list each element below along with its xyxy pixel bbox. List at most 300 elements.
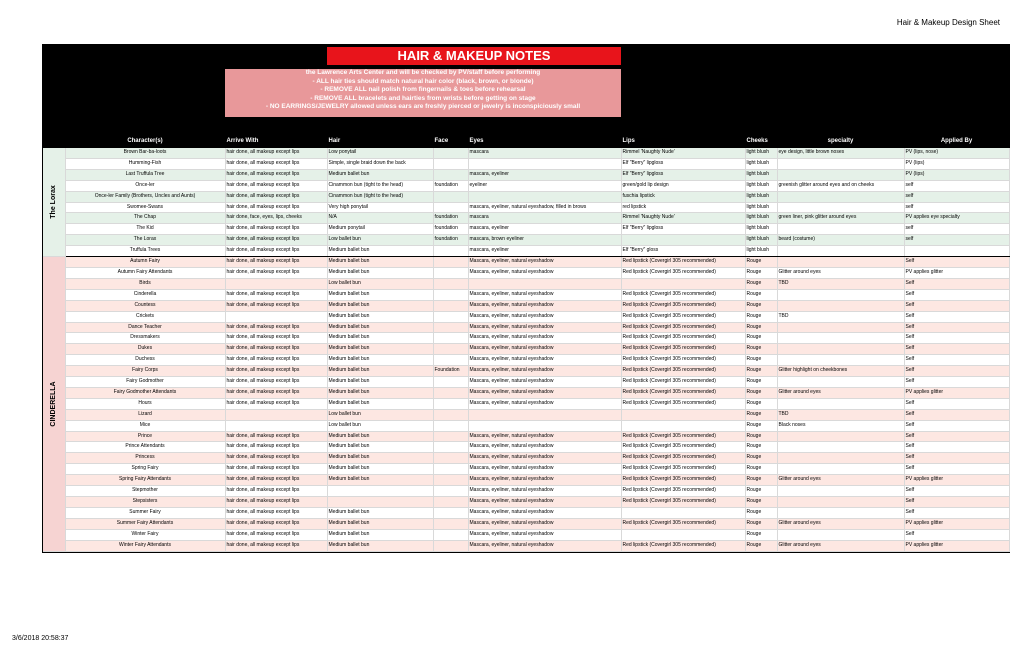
cell-hair: Low ponytail <box>327 148 433 159</box>
cell-eyes: Mascara, eyeliner, natural eyeshadow <box>468 431 621 442</box>
cell-face <box>433 518 468 529</box>
cell-hair: Medium ballet bun <box>327 540 433 551</box>
cell-face <box>433 322 468 333</box>
cell-lips: Elf "Berry" lipgloss <box>621 169 745 180</box>
cell-face <box>433 486 468 497</box>
table-row <box>43 475 1009 486</box>
makeup-sheet <box>42 44 1010 553</box>
cell-face <box>433 453 468 464</box>
cell-face <box>433 289 468 300</box>
cell-lips: red lipstick <box>621 202 745 213</box>
cell-hair: Medium ballet bun <box>327 507 433 518</box>
cell-character: Brown Bar-ba-loots <box>65 148 225 159</box>
cell-lips: Elf "Berry" gloss <box>621 246 745 257</box>
cell-character: Autumn Fairy Attendants <box>65 267 225 278</box>
cell-character: Mice <box>65 420 225 431</box>
group-label: CINDERELLA <box>49 381 57 427</box>
cell-character: Swomee-Swans <box>65 202 225 213</box>
table-row <box>43 344 1009 355</box>
cell-hair: Medium ponytail <box>327 224 433 235</box>
cell-applied: Self <box>904 322 1009 333</box>
page-header: Hair & Makeup Design Sheet <box>896 18 1000 27</box>
cell-eyes: mascara, eyeliner <box>468 224 621 235</box>
cell-applied: self <box>904 235 1009 246</box>
table-row <box>43 224 1009 235</box>
table-row <box>43 387 1009 398</box>
table-row <box>43 420 1009 431</box>
cell-arrive: hair done, all makeup except lips <box>225 453 327 464</box>
cell-specialty <box>777 529 904 540</box>
cell-hair: Medium ballet bun <box>327 366 433 377</box>
cell-applied: Self <box>904 529 1009 540</box>
cell-arrive: hair done, all makeup except lips <box>225 300 327 311</box>
cell-lips: Rimmel 'Naughty Nude' <box>621 213 745 224</box>
table-row <box>43 431 1009 442</box>
cell-applied: self <box>904 202 1009 213</box>
cell-face <box>433 300 468 311</box>
cell-face <box>433 377 468 388</box>
cell-cheeks: Rouge <box>745 355 777 366</box>
cell-hair: Medium ballet bun <box>327 464 433 475</box>
cell-character: Last Truffula Tree <box>65 169 225 180</box>
note-line: the Lawrence Arts Center and will be checked by PV/staff before performing <box>305 69 541 76</box>
cell-lips <box>621 529 745 540</box>
table-row <box>43 333 1009 344</box>
header-arrive: Arrive With <box>225 137 327 148</box>
cell-face <box>433 278 468 289</box>
cell-arrive: hair done, all makeup except lips <box>225 202 327 213</box>
table-row <box>43 158 1009 169</box>
table-row <box>43 518 1009 529</box>
cell-applied: Self <box>904 366 1009 377</box>
cell-arrive: hair done, all makeup except lips <box>225 235 327 246</box>
cell-character: Lizard <box>65 409 225 420</box>
cell-eyes: Mascara, eyeliner, natural eyeshadow <box>468 344 621 355</box>
cell-eyes: Mascara, eyeliner, natural eyeshadow <box>468 322 621 333</box>
cell-eyes: Mascara, eyeliner, natural eyeshadow <box>468 518 621 529</box>
cell-face: foundation <box>433 224 468 235</box>
cell-face <box>433 387 468 398</box>
cell-face <box>433 431 468 442</box>
cell-specialty: eye design, little brown noses <box>777 148 904 159</box>
cell-lips <box>621 409 745 420</box>
header-specialty: specialty <box>777 137 904 148</box>
cell-cheeks: Rouge <box>745 475 777 486</box>
cell-eyes: Mascara, eyeliner, natural eyeshadow <box>468 464 621 475</box>
cell-eyes: Mascara, eyeliner, natural eyeshadow <box>468 267 621 278</box>
cell-lips: Red lipstick (Covergirl 305 recommended) <box>621 267 745 278</box>
cell-specialty <box>777 377 904 388</box>
cell-eyes: Mascara, eyeliner, natural eyeshadow <box>468 475 621 486</box>
cell-applied: PV applies glitter <box>904 540 1009 551</box>
cell-hair: Medium ballet bun <box>327 355 433 366</box>
note-line: - REMOVE ALL bracelets and hairties from wrists before getting on stage <box>310 94 536 102</box>
table-row <box>43 300 1009 311</box>
cell-character: The Lorax <box>65 235 225 246</box>
cell-eyes: eyeliner <box>468 180 621 191</box>
cell-specialty: Glitter around eyes <box>777 540 904 551</box>
cell-character: Fairy Godmother <box>65 377 225 388</box>
cell-face <box>433 529 468 540</box>
cell-applied: PV applies glitter <box>904 518 1009 529</box>
cell-specialty <box>777 246 904 257</box>
cell-cheeks: Rouge <box>745 442 777 453</box>
cell-applied: Self <box>904 398 1009 409</box>
cell-cheeks: Rouge <box>745 344 777 355</box>
cell-hair: Medium ballet bun <box>327 398 433 409</box>
cell-hair: Medium ballet bun <box>327 387 433 398</box>
cell-arrive: hair done, all makeup except lips <box>225 486 327 497</box>
cell-character: Spring Fairy <box>65 464 225 475</box>
cell-character: Birds <box>65 278 225 289</box>
cell-applied: self <box>904 191 1009 202</box>
table-row <box>43 289 1009 300</box>
cell-eyes: Mascara, eyeliner, natural eyeshadow <box>468 355 621 366</box>
cell-face <box>433 344 468 355</box>
cell-hair: Medium ballet bun <box>327 431 433 442</box>
cell-face <box>433 333 468 344</box>
cell-character: The Kid <box>65 224 225 235</box>
cell-lips: Red lipstick (Covergirl 305 recommended) <box>621 333 745 344</box>
cell-character: Hours <box>65 398 225 409</box>
cell-applied: PV applies glitter <box>904 475 1009 486</box>
cell-hair: Medium ballet bun <box>327 377 433 388</box>
cell-lips: Red lipstick (Covergirl 305 recommended) <box>621 387 745 398</box>
cell-arrive: hair done, all makeup except lips <box>225 158 327 169</box>
cell-lips: Red lipstick (Covergirl 305 recommended) <box>621 366 745 377</box>
cell-arrive: hair done, all makeup except lips <box>225 387 327 398</box>
table-row <box>43 180 1009 191</box>
cell-eyes <box>468 409 621 420</box>
cell-hair: Medium ballet bun <box>327 442 433 453</box>
cell-arrive: hair done, all makeup except lips <box>225 475 327 486</box>
cell-lips <box>621 235 745 246</box>
cell-hair: Medium ballet bun <box>327 322 433 333</box>
cell-character: Spring Fairy Attendants <box>65 475 225 486</box>
cell-applied: Self <box>904 344 1009 355</box>
cell-character: Prince <box>65 431 225 442</box>
cell-eyes: Mascara, eyeliner, natural eyeshadow <box>468 387 621 398</box>
cell-specialty: green liner, pink glitter around eyes <box>777 213 904 224</box>
cell-face <box>433 148 468 159</box>
table-row <box>43 202 1009 213</box>
cell-face <box>433 540 468 551</box>
cell-cheeks: light blush <box>745 213 777 224</box>
cell-specialty <box>777 202 904 213</box>
cell-eyes: Mascara, eyeliner, natural eyeshadow <box>468 486 621 497</box>
cell-eyes: Mascara, eyeliner, natural eyeshadow <box>468 300 621 311</box>
cell-cheeks: Rouge <box>745 398 777 409</box>
sheet-title: HAIR & MAKEUP NOTES <box>327 47 621 65</box>
cell-cheeks: Rouge <box>745 257 777 268</box>
cell-cheeks: Rouge <box>745 366 777 377</box>
cell-cheeks: light blush <box>745 158 777 169</box>
cell-eyes <box>468 158 621 169</box>
cell-lips: fuschia lipstick <box>621 191 745 202</box>
cell-character: Summer Fairy Attendants <box>65 518 225 529</box>
cell-character: Once-ler <box>65 180 225 191</box>
cell-face <box>433 409 468 420</box>
cell-face: foundation <box>433 213 468 224</box>
cell-character: Dukes <box>65 344 225 355</box>
cell-specialty: Glitter highlight on cheekbones <box>777 366 904 377</box>
cell-applied: Self <box>904 507 1009 518</box>
cell-applied: Self <box>904 333 1009 344</box>
cell-cheeks: light blush <box>745 202 777 213</box>
cell-applied: Self <box>904 431 1009 442</box>
header-cheeks: Cheeks <box>745 137 777 148</box>
cell-arrive <box>225 278 327 289</box>
cell-hair: Medium ballet bun <box>327 300 433 311</box>
header-hair: Hair <box>327 137 433 148</box>
cell-arrive: hair done, all makeup except lips <box>225 344 327 355</box>
cell-hair: Medium ballet bun <box>327 311 433 322</box>
cell-character: Princess <box>65 453 225 464</box>
cell-specialty <box>777 453 904 464</box>
table-row <box>43 213 1009 224</box>
table-row <box>43 278 1009 289</box>
cell-eyes <box>468 278 621 289</box>
table-row <box>43 257 1009 268</box>
cell-specialty <box>777 442 904 453</box>
cell-arrive <box>225 311 327 322</box>
group-label-cell <box>43 257 65 551</box>
cell-face <box>433 420 468 431</box>
cell-eyes: Mascara, eyeliner, natural eyeshadow <box>468 366 621 377</box>
cell-lips: Red lipstick (Covergirl 305 recommended) <box>621 431 745 442</box>
cell-specialty <box>777 224 904 235</box>
cell-specialty <box>777 191 904 202</box>
cell-cheeks: light blush <box>745 169 777 180</box>
cell-cheeks: Rouge <box>745 518 777 529</box>
cell-specialty <box>777 322 904 333</box>
cell-face <box>433 202 468 213</box>
cell-face <box>433 311 468 322</box>
cell-applied: Self <box>904 289 1009 300</box>
cell-applied: Self <box>904 355 1009 366</box>
note-line: - ALL hair ties should match natural hair color (black, brown, or blonde) <box>312 77 534 85</box>
header-lips: Lips <box>621 137 745 148</box>
header-blank <box>43 137 65 148</box>
table-row <box>43 355 1009 366</box>
cell-character: The Chap <box>65 213 225 224</box>
cell-arrive: hair done, all makeup except lips <box>225 289 327 300</box>
table-row <box>43 453 1009 464</box>
cell-arrive <box>225 420 327 431</box>
cell-arrive: hair done, all makeup except lips <box>225 442 327 453</box>
cell-eyes: Mascara, eyeliner, natural eyeshadow <box>468 311 621 322</box>
cell-lips: Red lipstick (Covergirl 305 recommended) <box>621 442 745 453</box>
cell-applied: Self <box>904 257 1009 268</box>
cell-specialty <box>777 398 904 409</box>
cell-lips: Elf "Berry" lipgloss <box>621 158 745 169</box>
cell-cheeks: Rouge <box>745 289 777 300</box>
cell-applied: PV (lips, nose) <box>904 148 1009 159</box>
note-line: - NO EARRINGS/JEWELRY allowed unless ears are freshly pierced or jewelry is inconspiciously small <box>265 103 581 111</box>
cell-face: Foundation <box>433 366 468 377</box>
cell-specialty <box>777 333 904 344</box>
cell-eyes: Mascara, eyeliner, natural eyeshadow <box>468 257 621 268</box>
cell-lips: Elf "Berry" lipgloss <box>621 224 745 235</box>
cell-hair: Simple, single braid down the back <box>327 158 433 169</box>
cell-face: foundation <box>433 235 468 246</box>
cell-applied: Self <box>904 486 1009 497</box>
cell-arrive: hair done, all makeup except lips <box>225 431 327 442</box>
group-label: The Lorax <box>49 185 57 219</box>
table-row <box>43 529 1009 540</box>
cell-hair: Medium ballet bun <box>327 169 433 180</box>
cell-arrive: hair done, all makeup except lips <box>225 518 327 529</box>
cell-arrive: hair done, all makeup except lips <box>225 191 327 202</box>
cell-applied: PV applies glitter <box>904 387 1009 398</box>
table-row <box>43 366 1009 377</box>
cell-hair: Medium ballet bun <box>327 453 433 464</box>
cell-eyes <box>468 420 621 431</box>
cell-arrive: hair done, all makeup except lips <box>225 464 327 475</box>
cell-cheeks: Rouge <box>745 267 777 278</box>
cell-specialty <box>777 464 904 475</box>
cell-arrive <box>225 409 327 420</box>
cell-specialty <box>777 344 904 355</box>
cell-arrive: hair done, all makeup except lips <box>225 257 327 268</box>
cell-hair: Cinammon bun (tight to the head) <box>327 191 433 202</box>
cell-arrive: hair done, all makeup except lips <box>225 267 327 278</box>
footer-timestamp: 3/6/2018 20:58:37 <box>12 635 69 642</box>
cell-cheeks: Rouge <box>745 420 777 431</box>
cell-face <box>433 497 468 508</box>
cell-arrive: hair done, all makeup except lips <box>225 366 327 377</box>
cell-face <box>433 169 468 180</box>
cell-arrive: hair done, all makeup except lips <box>225 355 327 366</box>
cell-arrive: hair done, all makeup except lips <box>225 180 327 191</box>
cell-character: Cinderella <box>65 289 225 300</box>
table-row <box>43 409 1009 420</box>
table-row <box>43 497 1009 508</box>
cell-character: Dressmakers <box>65 333 225 344</box>
cell-lips: Red lipstick (Covergirl 305 recommended) <box>621 289 745 300</box>
cell-face <box>433 475 468 486</box>
cell-hair: N/A <box>327 213 433 224</box>
cell-cheeks: Rouge <box>745 529 777 540</box>
cell-hair: Medium ballet bun <box>327 344 433 355</box>
cell-lips: Red lipstick (Covergirl 305 recommended) <box>621 497 745 508</box>
cell-applied: Self <box>904 464 1009 475</box>
table-row <box>43 442 1009 453</box>
cell-hair: Medium ballet bun <box>327 257 433 268</box>
cell-character: Dance Teacher <box>65 322 225 333</box>
cell-specialty: Glitter around eyes <box>777 475 904 486</box>
cell-lips: Red lipstick (Covergirl 305 recommended) <box>621 322 745 333</box>
cell-arrive: hair done, all makeup except lips <box>225 540 327 551</box>
cell-lips: green/gold lip design <box>621 180 745 191</box>
cell-cheeks: Rouge <box>745 540 777 551</box>
cell-hair: Medium ballet bun <box>327 529 433 540</box>
cell-lips: Red lipstick (Covergirl 305 recommended) <box>621 540 745 551</box>
cell-eyes: mascara, brown eyeliner <box>468 235 621 246</box>
cell-lips <box>621 507 745 518</box>
cell-arrive: hair done, all makeup except lips <box>225 224 327 235</box>
cell-cheeks: light blush <box>745 191 777 202</box>
cell-lips <box>621 278 745 289</box>
cell-cheeks: Rouge <box>745 486 777 497</box>
cell-hair: Cinammon bun (tight to the head) <box>327 180 433 191</box>
cell-face <box>433 257 468 268</box>
cell-character: Duchess <box>65 355 225 366</box>
cell-character: Summer Fairy <box>65 507 225 518</box>
cell-lips: Red lipstick (Covergirl 305 recommended) <box>621 311 745 322</box>
cell-character: Crickets <box>65 311 225 322</box>
cell-lips: Red lipstick (Covergirl 305 recommended) <box>621 257 745 268</box>
table-row <box>43 267 1009 278</box>
cell-lips: Red lipstick (Covergirl 305 recommended) <box>621 377 745 388</box>
cell-eyes: mascara <box>468 148 621 159</box>
cell-arrive: hair done, all makeup except lips <box>225 246 327 257</box>
cell-applied: PV applies glitter <box>904 267 1009 278</box>
cell-lips: Red lipstick (Covergirl 305 recommended) <box>621 464 745 475</box>
cell-specialty <box>777 431 904 442</box>
table-row <box>43 540 1009 551</box>
cell-specialty <box>777 158 904 169</box>
cell-specialty: TBD <box>777 311 904 322</box>
header-banner <box>43 45 1009 123</box>
cell-eyes: mascara, eyeliner, natural eyeshadow, filled in brows <box>468 202 621 213</box>
cell-applied: Self <box>904 377 1009 388</box>
cell-specialty <box>777 169 904 180</box>
cell-specialty <box>777 289 904 300</box>
note-line: - REMOVE ALL nail polish from fingernails & toes before rehearsal <box>320 86 526 94</box>
cell-applied: Self <box>904 409 1009 420</box>
cell-arrive: hair done, all makeup except lips <box>225 507 327 518</box>
cell-eyes: Mascara, eyeliner, natural eyeshadow <box>468 507 621 518</box>
cell-arrive: hair done, all makeup except lips <box>225 497 327 508</box>
cell-applied: PV (lips) <box>904 169 1009 180</box>
cell-cheeks: Rouge <box>745 377 777 388</box>
cell-hair: Medium ballet bun <box>327 333 433 344</box>
cell-applied: self <box>904 224 1009 235</box>
cell-specialty <box>777 507 904 518</box>
cell-face: foundation <box>433 180 468 191</box>
cell-applied: self <box>904 180 1009 191</box>
cell-specialty <box>777 486 904 497</box>
cell-hair: Medium ballet bun <box>327 246 433 257</box>
cell-hair: Medium ballet bun <box>327 289 433 300</box>
cell-applied <box>904 246 1009 257</box>
cell-cheeks: Rouge <box>745 409 777 420</box>
cell-face <box>433 355 468 366</box>
cell-cheeks: Rouge <box>745 464 777 475</box>
cell-cheeks: Rouge <box>745 322 777 333</box>
cell-character: Humming-Fish <box>65 158 225 169</box>
cell-specialty: greenish glitter around eyes and on cheeks <box>777 180 904 191</box>
cell-cheeks: light blush <box>745 180 777 191</box>
cell-face <box>433 246 468 257</box>
cell-lips <box>621 420 745 431</box>
cell-lips: Rimmel 'Naughty Nude' <box>621 148 745 159</box>
cell-arrive: hair done, all makeup except lips <box>225 529 327 540</box>
table-row <box>43 398 1009 409</box>
cell-cheeks: Rouge <box>745 333 777 344</box>
cell-applied: Self <box>904 420 1009 431</box>
cell-eyes: Mascara, eyeliner, natural eyeshadow <box>468 540 621 551</box>
cell-lips: Red lipstick (Covergirl 305 recommended) <box>621 453 745 464</box>
cell-eyes: Mascara, eyeliner, natural eyeshadow <box>468 398 621 409</box>
cell-cheeks: light blush <box>745 224 777 235</box>
cell-specialty: TBD <box>777 409 904 420</box>
header-applied-by: Applied By <box>904 137 1009 148</box>
cell-character: Prince Attendants <box>65 442 225 453</box>
cell-hair: Medium ballet bun <box>327 475 433 486</box>
cell-specialty: Black noses <box>777 420 904 431</box>
